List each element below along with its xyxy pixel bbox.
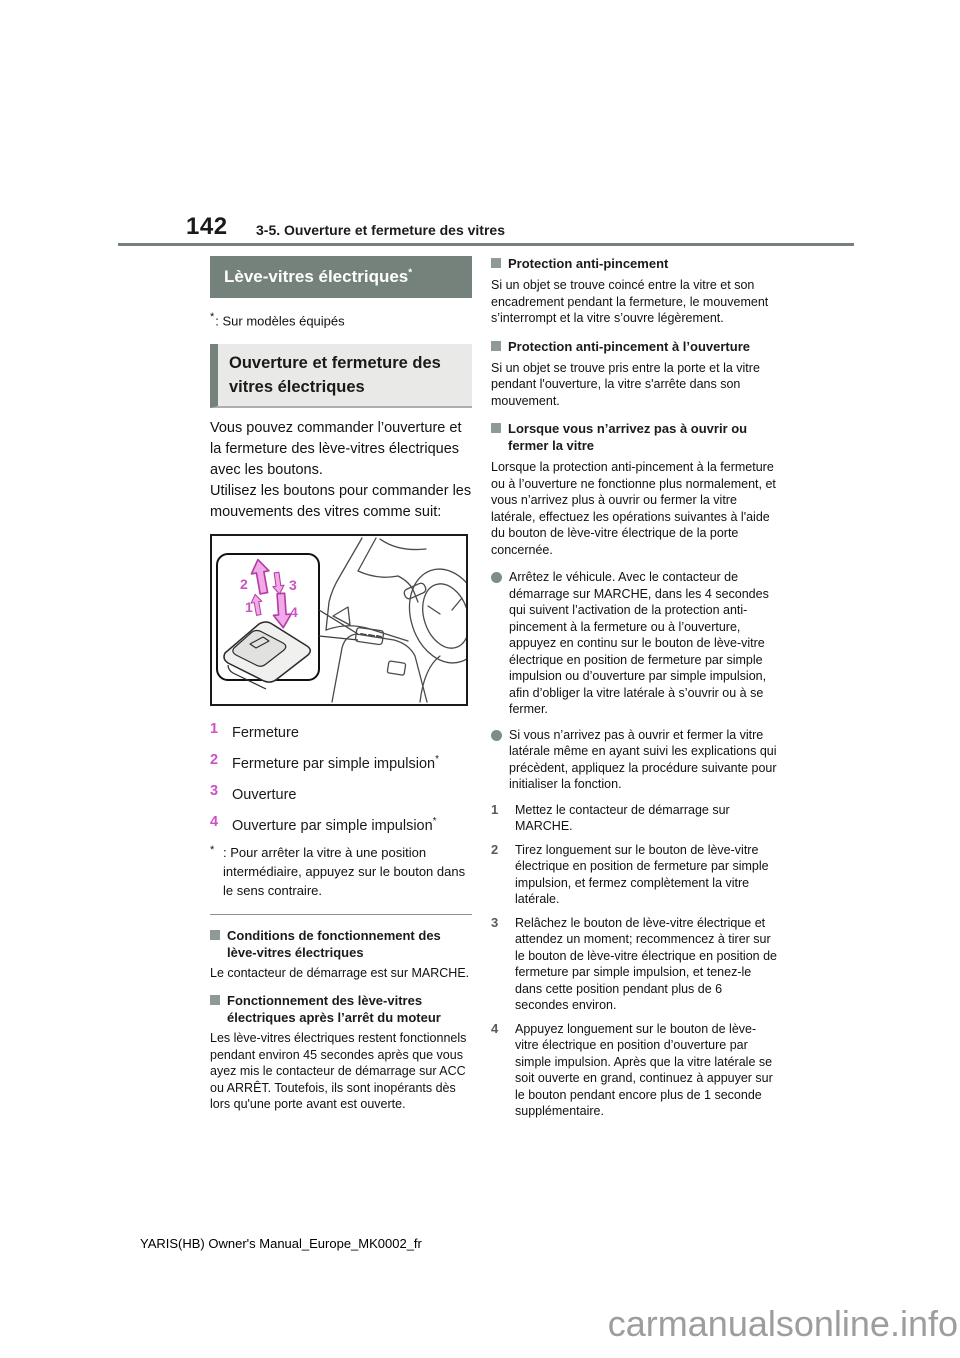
footnote-asterisk: * xyxy=(210,311,215,323)
car-interior-lineart xyxy=(326,538,466,702)
header-rule xyxy=(118,243,854,246)
step-text: Relâchez le bouton de lève-vitre électrique et attendez un moment; recommencez à tirer sur le bouton de lève-vitre électrique en position de fermeture par simple impulsion, et tenez-le dans cette position pendant plus de 6 secondes environ. xyxy=(515,915,777,1012)
anti-pinch-opening-heading xyxy=(491,338,779,355)
step-number: 4 xyxy=(491,1020,499,1036)
after-engine-off-heading-text: Fonctionnement des lève-vitres électriques après l’arrêt du moteur xyxy=(227,993,441,1026)
procedure-step xyxy=(491,915,779,1014)
conditions-heading xyxy=(210,927,472,961)
heading-text: Protection anti-pincement à l’ouverture xyxy=(508,338,750,354)
step-number: 3 xyxy=(491,914,499,930)
right-column xyxy=(491,255,779,1127)
window-switch-diagram xyxy=(210,534,468,706)
footnote-text: : Sur modèles équipés xyxy=(215,313,345,329)
legend-asterisk: * xyxy=(435,754,439,766)
diagram-label-2: 2 xyxy=(240,576,248,593)
conditions-heading-text: Conditions de fonctionnement des lève-vitres électriques xyxy=(227,927,441,960)
circle-bullet-icon xyxy=(491,730,502,741)
section-divider xyxy=(210,914,472,915)
legend-item xyxy=(210,812,472,836)
legend-number: 4 xyxy=(210,813,219,830)
diagram-label-1: 1 xyxy=(245,599,253,616)
subsection-heading: Ouverture et fermeture des vitres électriques xyxy=(229,354,441,397)
diagram-label-3: 3 xyxy=(289,577,297,594)
left-column xyxy=(210,256,472,1124)
watermark: carmanualsonline.info xyxy=(607,1303,958,1344)
legend-number: 1 xyxy=(210,721,219,738)
footnote-text: : Pour arrêter la vitre à une position intermédiaire, appuyez sur le bouton dans le sens contraire. xyxy=(223,844,466,898)
conditions-text: Le contacteur de démarrage est sur MARCHE. xyxy=(210,965,470,980)
legend-label: Ouverture par simple impulsion xyxy=(232,817,433,834)
bullet-item xyxy=(491,727,779,793)
circle-bullet-icon xyxy=(491,572,502,583)
heading-text: Protection anti-pincement xyxy=(508,256,669,271)
procedure-step xyxy=(491,1021,779,1120)
impulse-footnote xyxy=(210,843,472,900)
step-text: Mettez le contacteur de démarrage sur MARCHE. xyxy=(515,802,730,833)
cannot-open-close-heading xyxy=(491,420,779,454)
anti-pinch-heading xyxy=(491,255,779,272)
procedure-step xyxy=(491,842,779,908)
anti-pinch-text: Si un objet se trouve coincé entre la vitre et son encadrement pendant la fermeture, le mouvement s’interrompt et la vitre s’ouvre légèrement. xyxy=(491,278,769,325)
square-bullet-icon xyxy=(491,258,501,268)
heading-text: Lorsque vous n’arrivez pas à ouvrir ou fermer la vitre xyxy=(508,421,748,453)
square-bullet-icon xyxy=(491,423,501,433)
diagram-illustration xyxy=(212,536,466,704)
square-bullet-icon xyxy=(491,341,501,351)
step-text: Tirez longuement sur le bouton de lève-vitre électrique en position de fermeture par simple impulsion, et fermez complètement la vitre latérale. xyxy=(515,842,769,906)
legend-item xyxy=(210,781,472,805)
legend-label: Fermeture par simple impulsion xyxy=(232,755,436,772)
subsection-heading-box xyxy=(210,344,472,408)
bullet-text: Si vous n’arrivez pas à ouvrir et fermer la vitre latérale même en ayant suivi les explications qui précèdent, appliquez la procédure suivante pour initialiser la fonction. xyxy=(509,727,777,791)
procedure-step xyxy=(491,802,779,835)
document-reference: YARIS(HB) Owner's Manual_Europe_MK0002_fr xyxy=(140,1236,422,1251)
diagram-label-4: 4 xyxy=(290,604,298,621)
cannot-open-close-text: Lorsque la protection anti-pincement à la fermeture ou à l’ouverture ne fonctionne plus normalement, et vous n’arrivez plus à ouvrir ou fermer la vitre latérale, effectuez les opérations suivantes à l'aide du bouton de lève-vitre électrique de la porte concernée. xyxy=(491,460,776,557)
legend-item xyxy=(210,750,472,774)
section-title: 3-5. Ouverture et fermeture des vitres xyxy=(256,222,505,238)
chapter-title-box xyxy=(210,256,472,298)
after-engine-off-heading xyxy=(210,992,472,1026)
page-number: 142 xyxy=(186,213,228,240)
square-bullet-icon xyxy=(210,995,220,1005)
chapter-title: Lève-vitres électriques xyxy=(224,267,409,286)
square-bullet-icon xyxy=(210,930,220,940)
anti-pinch-opening-text: Si un objet se trouve pris entre la porte et la vitre pendant l'ouverture, la vitre s'arrête dans son mouvement. xyxy=(491,360,760,408)
after-engine-off-text: Les lève-vitres électriques restent fonctionnels pendant environ 45 secondes après que vous ayez mis le contacteur de démarrage sur ACC ou ARRÊT. Toutefois, ils sont inopérants dès lors qu'une porte avant est ouverte. xyxy=(210,1031,467,1112)
step-number: 1 xyxy=(491,801,499,817)
intro-paragraph-2: Utilisez les boutons pour commander les mouvements des vitres comme suit: xyxy=(210,483,472,521)
footnote-asterisk: * xyxy=(210,843,215,856)
legend-item xyxy=(210,719,472,743)
chapter-title-asterisk: * xyxy=(408,267,413,279)
legend-asterisk: * xyxy=(432,815,437,827)
step-text: Appuyez longuement sur le bouton de lève-vitre électrique en position d’ouverture par simple impulsion. Après que la vitre latérale se soit ouverte en grand, continuez à appuyer sur le bouton pendant encore plus de 1 seconde supplémentaire. xyxy=(515,1021,773,1118)
intro-paragraph-1: Vous pouvez commander l’ouverture et la fermeture des lève-vitres électriques avec les boutons. xyxy=(210,420,462,479)
bullet-item xyxy=(491,569,779,718)
legend-label: Fermeture xyxy=(232,725,299,742)
legend-number: 3 xyxy=(210,782,219,799)
legend-label: Ouverture xyxy=(232,786,297,803)
step-number: 2 xyxy=(491,841,499,857)
diagram-legend xyxy=(210,719,472,835)
legend-number: 2 xyxy=(210,752,219,769)
bullet-text: Arrêtez le véhicule. Avec le contacteur de démarrage sur MARCHE, dans les 4 secondes qui suivent l’activation de la protection anti-pincement à la fermeture ou à l’ouverture, appuyez en continu sur le bouton de lève-vitre électrique en position de fermeture par simple impulsion ou d’ouverture par simple impulsion, afin d’obliger la vitre latérale à s’ouvrir ou à se fermer. xyxy=(509,570,769,716)
intro-paragraphs xyxy=(210,418,472,523)
equipped-models-footnote xyxy=(210,311,472,328)
